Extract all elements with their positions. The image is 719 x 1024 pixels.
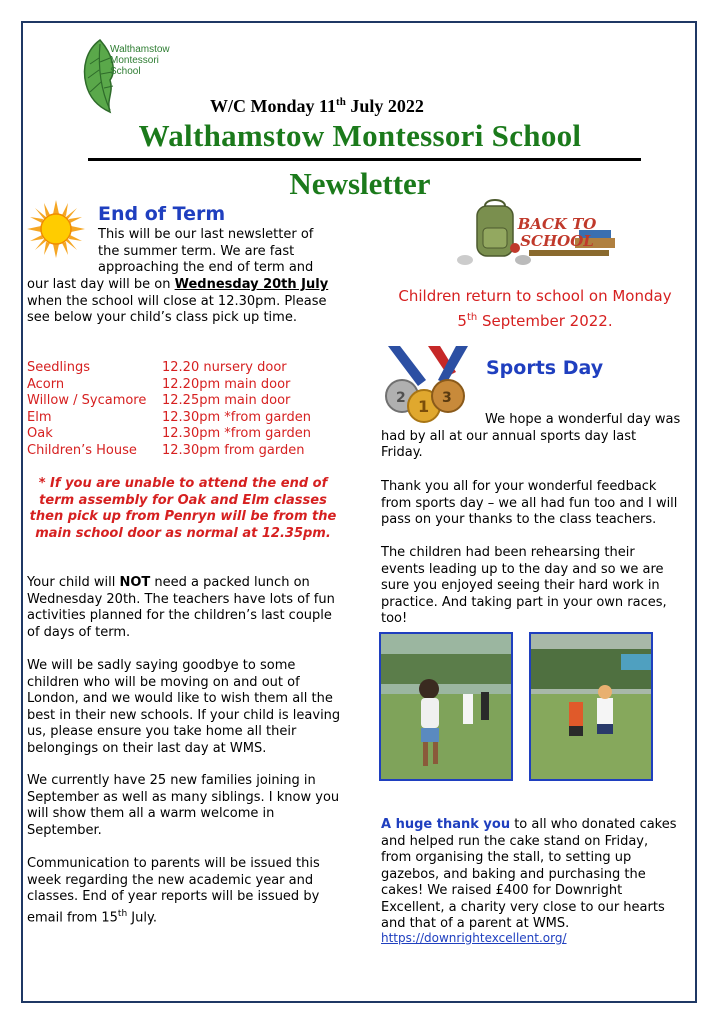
pickup-row: Willow / Sycamore 12.25pm main door — [27, 393, 291, 408]
new-families-text: We currently have 25 new families joining in September as well as many siblings. I know you will show them all a warm welcome in September. — [27, 773, 340, 838]
sports-day-heading: Sports Day — [486, 357, 604, 379]
last-day-text: our last day will be on Wednesday 20th July when the school will close at 12.30pm. Please see below your child’s class pick up time. — [27, 277, 329, 325]
thank-you-text: A huge thank you to all who donated cakes and helped run the cake stand on Friday, from organising the stall, to setting up gazebos, and baking and purchasing the cakes! We raised £400 for Downright Excellent, a charity very close to our hearts and that of a parent at WMS. — [381, 817, 677, 931]
pickup-note: * If you are unable to attend the end of term assembly for Oak and Elm classes then pick up from Penryn will be from the main school door as normal at 12.35pm. — [29, 476, 337, 541]
return-date: Children return to school on Monday 5th September 2022. — [398, 287, 672, 330]
week-commencing: W/C Monday 11th July 2022 — [210, 96, 424, 116]
svg-text:2: 2 — [396, 390, 406, 406]
sports-photo-2 — [529, 632, 653, 781]
pickup-row: Elm 12.30pm *from garden — [27, 409, 311, 425]
sports-day-rehearsal: The children had been rehearsing their events leading up to the day and so we are sure you enjoyed seeing their hard work in practice. And taking part in your own races, too! — [381, 545, 667, 626]
sun-icon — [27, 200, 85, 258]
newsletter-title: Newsletter — [289, 166, 431, 201]
svg-text:3: 3 — [442, 390, 452, 406]
title-rule — [88, 158, 641, 161]
pickup-times — [27, 360, 311, 459]
pickup-row: Acorn 12.20pm main door — [27, 376, 291, 392]
charity-link[interactable]: https://downrightexcellent.org/ — [381, 931, 567, 945]
school-title: Walthamstow Montessori School — [138, 118, 582, 153]
svg-text:1: 1 — [418, 397, 430, 416]
sports-day-intro: We hope a wonderful day was had by all at our annual sports day last Friday. — [381, 412, 681, 460]
sports-day-feedback: Thank you all for your wonderful feedback from sports day – we all had fun too and I will pass on your thanks to the class teachers. — [381, 479, 678, 527]
sports-photo-1 — [379, 632, 513, 781]
school-logo — [80, 38, 190, 114]
back-to-school-text: BACK TO SCHOOL — [517, 215, 597, 250]
goodbye-text: We will be sadly saying goodbye to some children who will be moving on and out of London, and we would like to wish them all the best in their new schools. If your child is leaving us, please ensure you take home all their belongings on their last day at WMS. — [27, 658, 341, 756]
back-to-school-image — [455, 198, 621, 270]
communication-text: Communication to parents will be issued this week regarding the new academic year and classes. End of year reports will be issued by email from 15th July. — [27, 856, 320, 925]
end-of-term-intro: This will be our last newsletter of the summer term. We are fast approaching the end of term and — [98, 227, 314, 275]
pickup-row: Oak 12.30pm *from garden — [27, 426, 311, 441]
pickup-row: Seedlings 12.20 nursery door — [27, 360, 287, 375]
packed-lunch-text: Your child will NOT need a packed lunch on Wednesday 20th. The teachers have lots of fun activities planned for the children’s last couple of days of term. — [27, 575, 335, 640]
logo-text: Walthamstow Montessori School — [110, 44, 170, 77]
end-of-term-heading: End of Term — [98, 203, 226, 225]
pickup-row: Children’s House 12.30pm from garden — [27, 442, 305, 458]
